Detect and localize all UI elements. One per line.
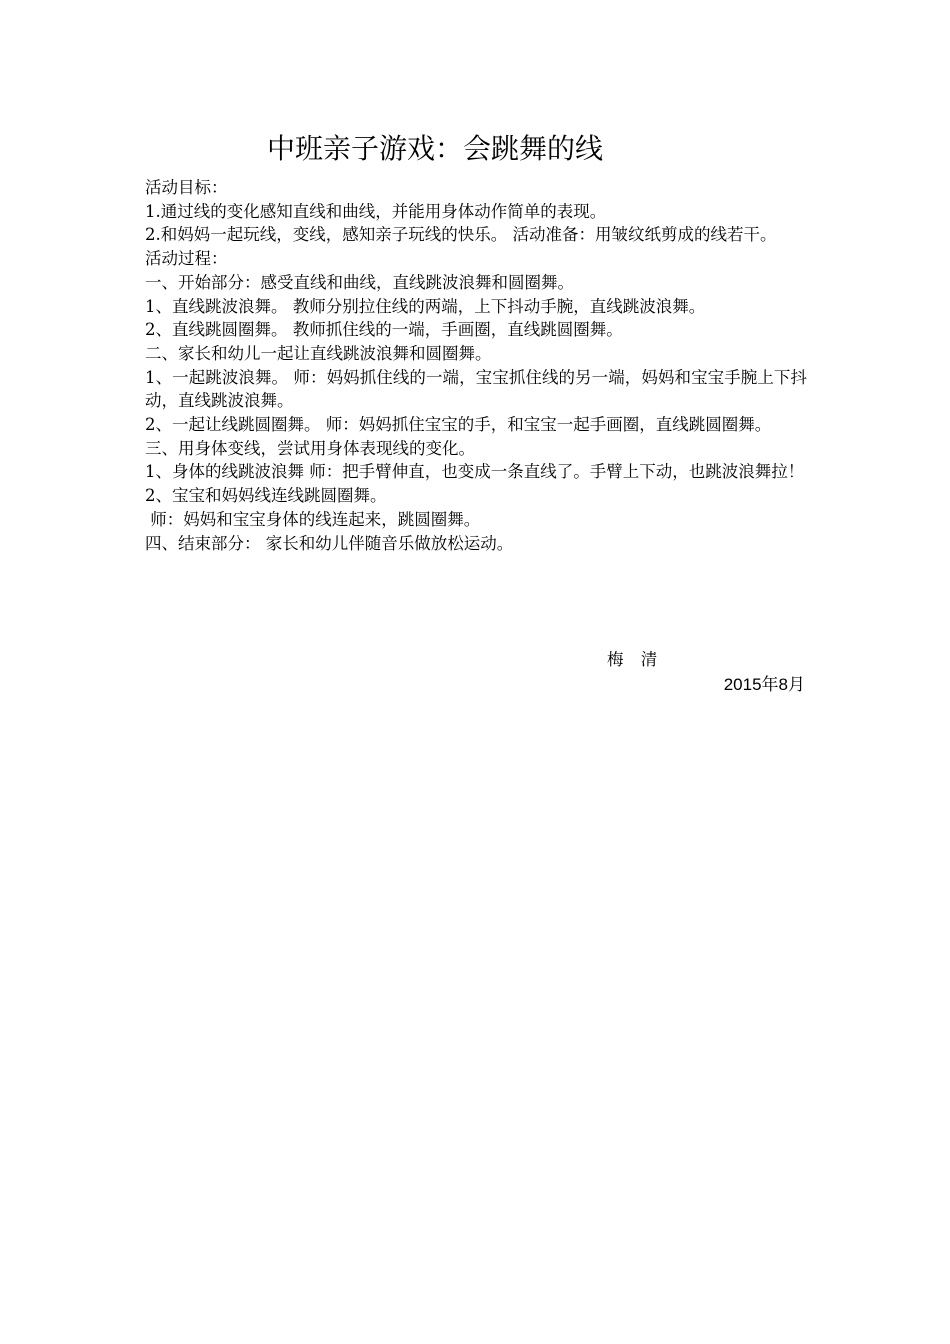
paragraph-goals-heading: 活动目标： — [145, 178, 228, 197]
date: 2015年8月 — [723, 675, 805, 694]
paragraph-goal-1: 1.通过线的变化感知直线和曲线，并能用身体动作简单的表现。 — [145, 201, 607, 221]
paragraph-part-1-step-1: 1、直线跳波浪舞。 教师分别拉住线的两端，上下抖动手腕，直线跳波浪舞。 — [145, 296, 706, 316]
paragraph-part-1-step-2: 2、直线跳圆圈舞。 教师抓住线的一端，手画圈，直线跳圆圈舞。 — [145, 320, 623, 340]
document-title: 中班亲子游戏：会跳舞的线 — [266, 132, 603, 165]
paragraph-part-3-step-1: 1、身体的线跳波浪舞 师：把手臂伸直，也变成一条直线了。手臂上下动，也跳波浪舞拉！ — [145, 462, 805, 482]
paragraph-part-2-step-2: 2、一起让线跳圆圈舞。 师：妈妈抓住宝宝的手，和宝宝一起手画圈，直线跳圆圈舞。 — [145, 415, 772, 435]
paragraph-part-4: 四、结束部分： 家长和幼儿伴随音乐做放松运动。 — [145, 533, 514, 553]
paragraph-part-3: 三、用身体变线，尝试用身体表现线的变化。 — [145, 438, 475, 458]
paragraph-goal-2: 2.和妈妈一起玩线，变线，感知亲子玩线的快乐。 活动准备：用皱纹纸剪成的线若干。 — [145, 225, 777, 245]
paragraph-part-3-step-2-detail: 师：妈妈和宝宝身体的线连起来，跳圆圈舞。 — [145, 509, 481, 529]
paragraph-part-2: 二、家长和幼儿一起让直线跳波浪舞和圆圈舞。 — [145, 343, 492, 363]
paragraph-part-2-step-1: 1、一起跳波浪舞。 师：妈妈抓住线的一端，宝宝抓住线的另一端，妈妈和宝宝手腕上下抖动，直线跳波浪舞。 — [145, 367, 807, 411]
paragraph-part-1: 一、开始部分：感受直线和曲线，直线跳波浪舞和圆圈舞。 — [145, 272, 574, 292]
paragraph-process-heading: 活动过程： — [145, 249, 228, 269]
paragraph-part-3-step-2: 2、宝宝和妈妈线连线跳圆圈舞。 — [145, 486, 387, 506]
signature: 梅 清 — [607, 650, 664, 669]
document-body — [145, 176, 807, 555]
